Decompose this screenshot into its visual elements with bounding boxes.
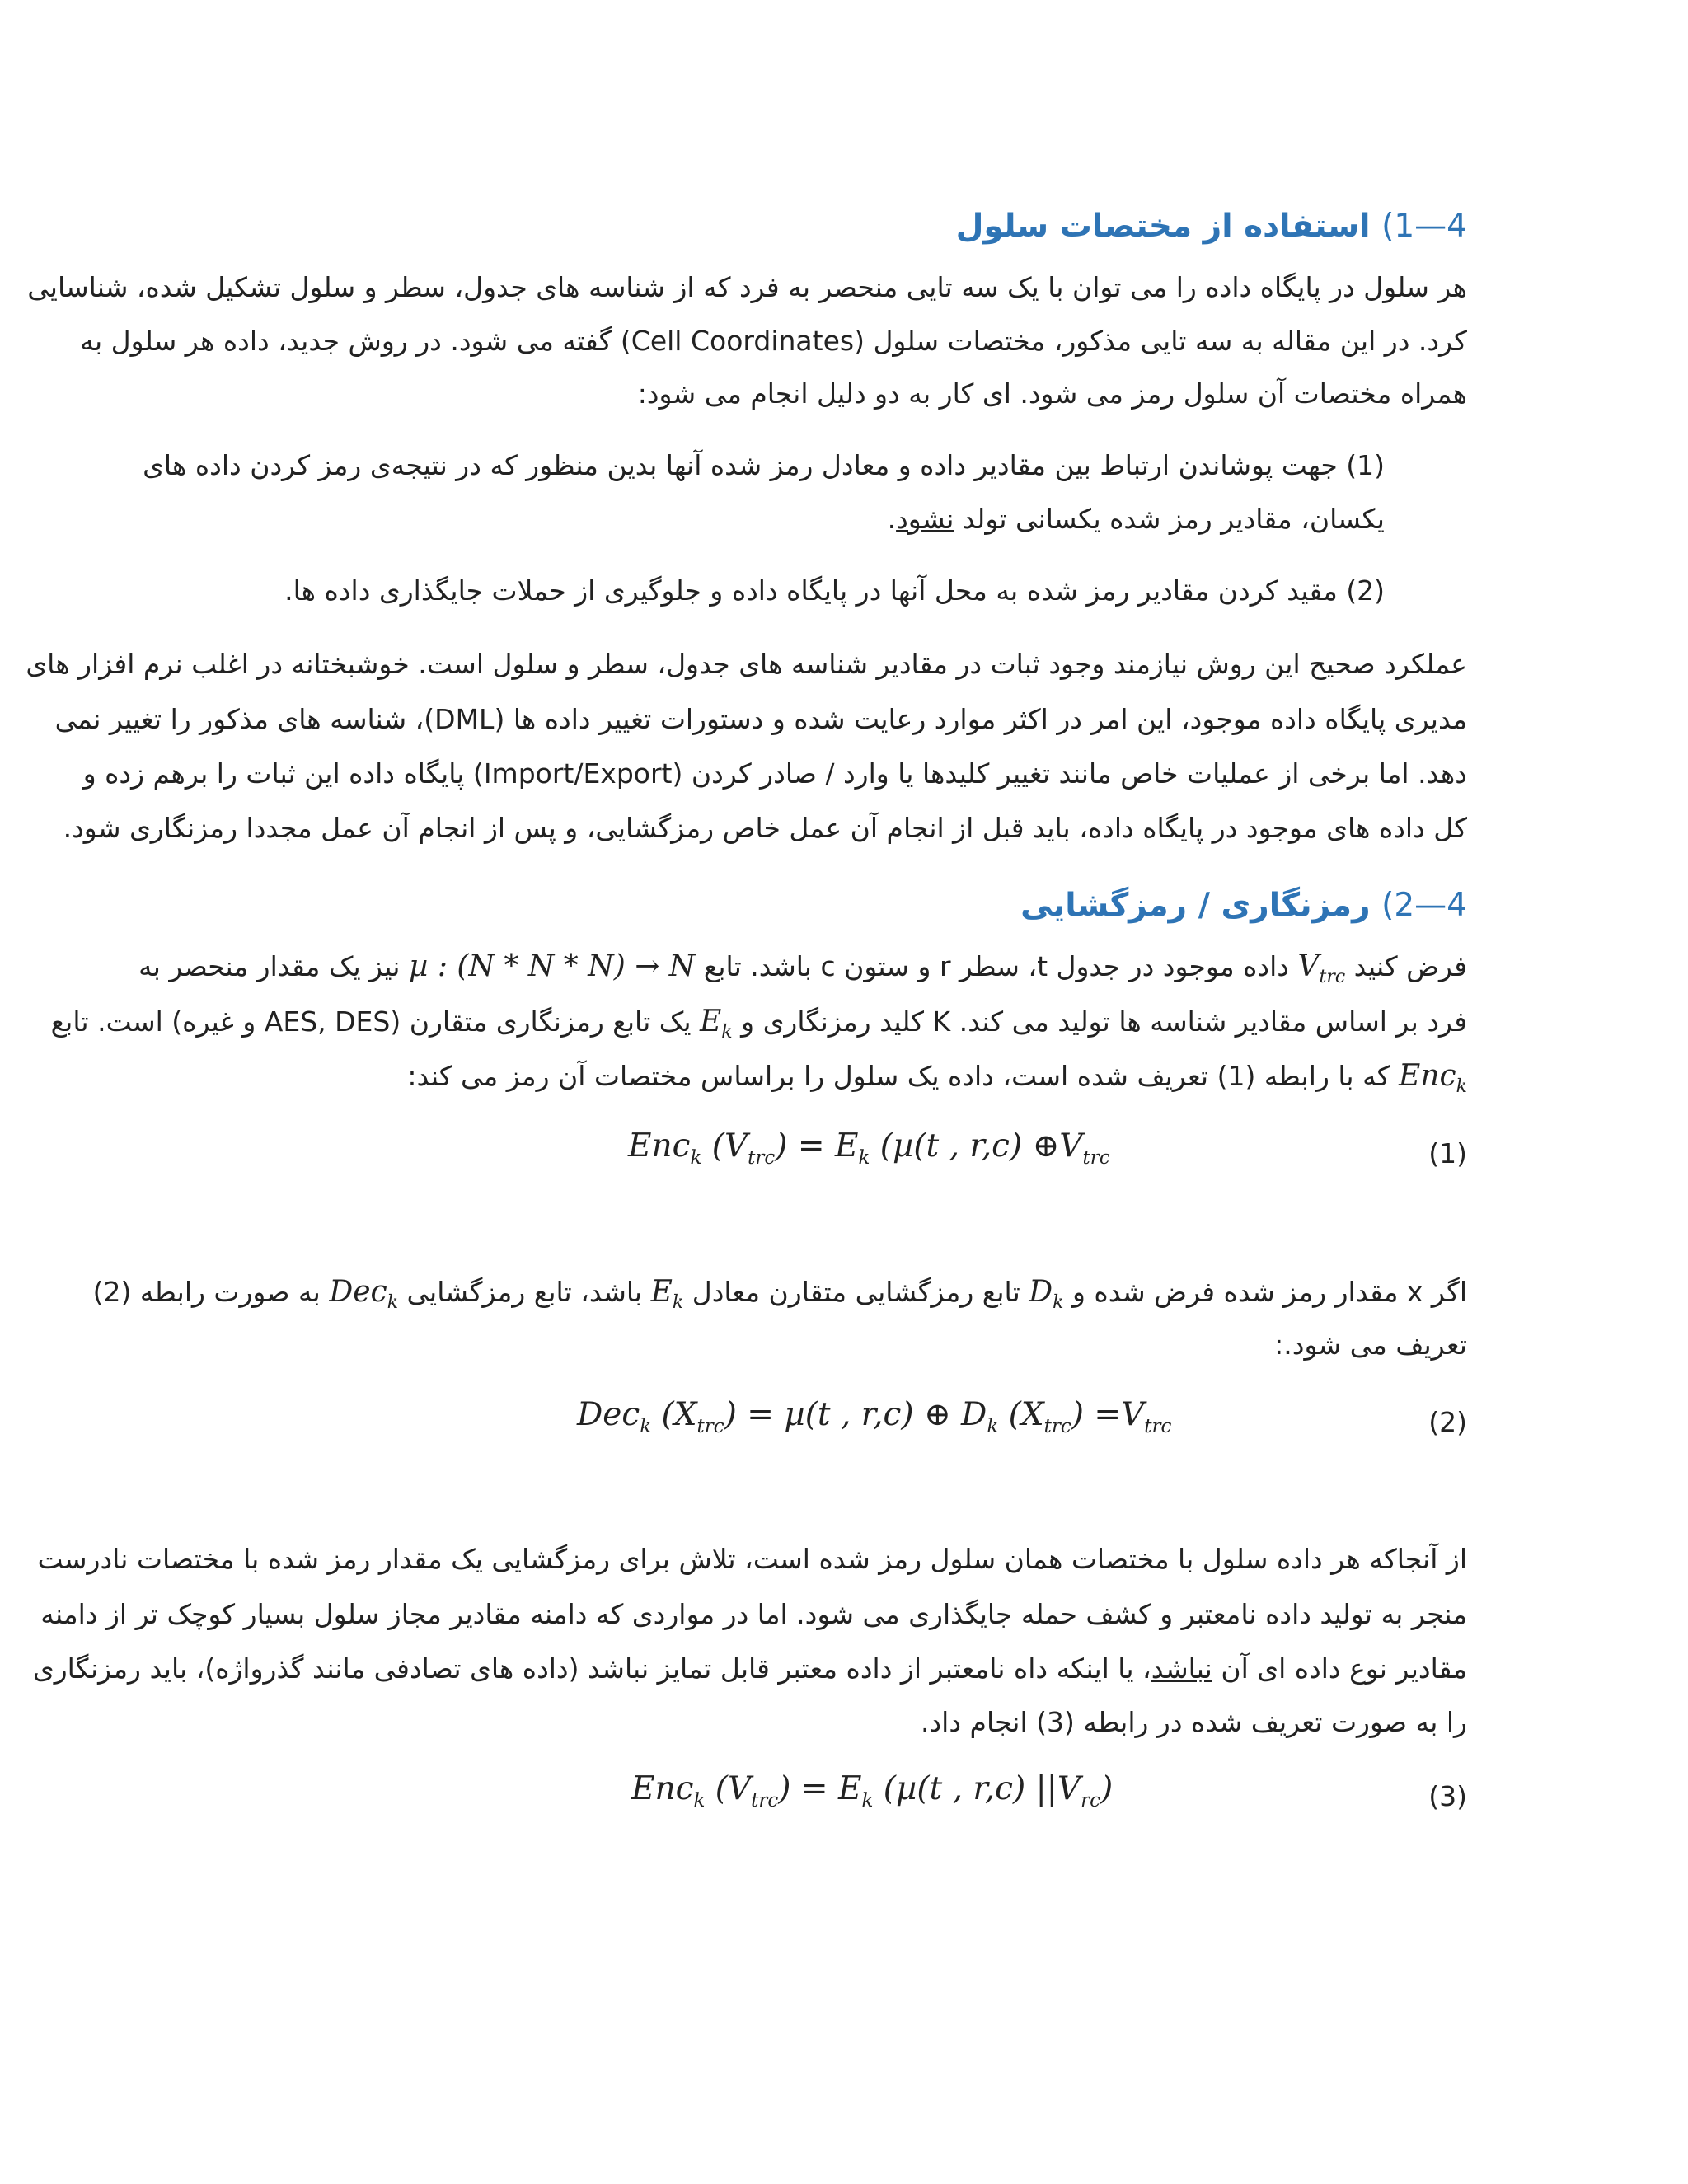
eq-part: Enc [628,1127,691,1165]
reason-item-2: (2) مقید کردن مقادیر رمز شده به محل آنها در پایگاه داده و جلوگیری از حملات جایگذاری داده ها. [284,574,1385,607]
reason-item-1: (1) جهت پوشاندن ارتباط بین مقادیر داده و معادل رمز شده آنها بدین منظور که در نتیجه‌ی رمز کردن داده های [143,449,1385,481]
paragraph-line: مدیری پایگاه داده موجود، این امر در اکثر موارد رعایت شده و دستورات تغییر داده ها (DML)، شناسه های مذکور را تغییر نمی [54,703,1467,735]
paragraph-line-with-math [50,1005,1467,1043]
section-title: استفاده از مختصات سلول [955,208,1371,245]
section-number: 4—2) [1381,887,1467,924]
math-subscript: k [672,1292,684,1314]
text-fragment: نیز یک مقدار منحصر به [138,950,401,982]
math-inline [1029,1275,1064,1314]
underlined-word: نباشد [1151,1652,1212,1685]
paragraph-line: منجر به تولید داده نامعتبر و کشف حمله جایگذاری می شود. اما در مواردی که دامنه مقادیر مجاز سلول بسیار کوچک تر از دامنه [40,1598,1467,1630]
section-number: 4—1) [1381,208,1467,245]
math-inline [700,1005,733,1043]
eq-subscript: trc [696,1415,724,1437]
text-fragment: ، یا اینکه داه نامعتبر از داده معتبر قابل تمایز نباشد (داده های تصادفی مانند گذرواژه)، باید رمزنگاری [32,1652,1151,1685]
eq-subscript: trc [751,1789,779,1811]
eq-subscript: k [640,1415,652,1437]
eq-part: (µ(t , r,c) ⊕V [870,1127,1083,1165]
math-symbol: V [1297,949,1320,983]
eq-subscript: trc [1082,1146,1110,1169]
eq-subscript: trc [1043,1415,1071,1437]
eq-part: ) [1100,1770,1114,1807]
eq-subscript: k [987,1415,999,1437]
paragraph-line: را به صورت تعریف شده در رابطه (3) انجام داد. [920,1706,1467,1738]
text-fragment: . [887,503,897,535]
math-inline [1297,949,1346,988]
paragraph-line: همراه مختصات آن سلول رمز می شود. ای کار به دو دلیل انجام می شود: [637,377,1467,410]
math-subscript: k [1456,1076,1467,1098]
eq-part: (X [651,1396,697,1433]
text-fragment: فرض کنید [1353,950,1467,982]
math-symbol: D [1029,1275,1053,1309]
eq-part: (V [701,1127,748,1165]
text-fragment: یکسان، مقادیر رمز شده یکسانی تولد [954,503,1385,535]
eq-part: ) = E [778,1770,862,1807]
paragraph-line-with-math [138,949,1467,988]
paragraph-line: عملکرد صحیح این روش نیازمند وجود ثبات در مقادیر شناسه های جدول، سطر و سلول است. خوشبختانه در اغلب نرم افزار های [26,648,1467,680]
math-symbol: E [650,1275,673,1309]
paragraph-line-with-math [181,1059,1467,1098]
text-fragment: اگر x مقدار رمز شده فرض شده و [1071,1276,1467,1308]
paragraph-line-with-math [92,1275,1467,1314]
text-fragment: فرد بر اساس مقادیر شناسه ها تولید می کند. K کلید رمزنگاری و [741,1005,1467,1038]
math-inline [329,1275,399,1314]
eq-part: ) = E [775,1127,859,1165]
text-fragment: یک تابع رمزنگاری متقارن (AES, DES و غیره) است. تابع [50,1005,692,1038]
equation-2 [577,1396,1171,1437]
math-subscript: k [721,1022,733,1043]
eq-subscript: k [693,1789,706,1811]
eq-subscript: k [861,1789,874,1811]
math-symbol: E [700,1005,722,1038]
equation-1 [628,1127,1110,1169]
math-subscript: trc [1319,967,1346,988]
eq-part: Dec [577,1396,640,1433]
paragraph-line: تعریف می شود.: [1274,1329,1467,1361]
paragraph-line: کل داده های موجود در پایگاه داده، باید قبل از انجام آن عمل خاص رمزگشایی، و پس از انجام آن عمل مجددا رمزنگاری شود. [63,812,1467,844]
paragraph-line: کرد. در این مقاله به سه تایی مذکور، مختصات سلول (Cell Coordinates) گفته می شود. در روش جدید، داده هر سلول به [80,325,1467,357]
text-fragment: مقادیر نوع داده ای آن [1212,1652,1467,1685]
underlined-word: نشود [896,503,954,535]
math-symbol: Dec [329,1275,387,1309]
math-symbol: Enc [1399,1059,1456,1093]
eq-subscript: trc [1144,1415,1172,1437]
eq-subscript: trc [748,1146,776,1169]
text-fragment: باشد، تابع رمزگشایی [406,1276,643,1308]
eq-part: (V [705,1770,752,1807]
paragraph-line: دهد. اما برخی از عملیات خاص مانند تغییر کلیدها یا وارد / صادر کردن (Import/Export) پایگاه داده این ثبات را برهم زده و [82,757,1467,790]
section-title: رمزنگاری / رمزگشایی [1020,887,1371,924]
eq-part: (X [998,1396,1044,1433]
equation-number-2: (2) [1428,1406,1467,1438]
equation-number-3: (3) [1428,1780,1467,1812]
equation-3 [631,1770,1113,1811]
eq-subscript: k [858,1146,870,1169]
math-subscript: k [1053,1292,1064,1314]
eq-subscript: k [690,1146,702,1169]
text-fragment: تابع رمزگشایی متقارن معادل [692,1276,1020,1308]
equation-number-1: (1) [1428,1137,1467,1169]
reason-item-1-cont [363,503,1385,535]
math-inline [650,1275,684,1314]
text-fragment: به صورت رابطه (2) [92,1276,321,1308]
text-fragment: داده موجود در جدول t، سطر r و ستون c باشد. تابع [703,950,1289,982]
section-heading-1 [181,208,1467,245]
section-heading-2 [181,887,1467,924]
eq-subscript: rc [1081,1789,1100,1811]
math-subscript: k [387,1292,399,1314]
paragraph-line [32,1652,1467,1685]
math-inline [1399,1059,1467,1098]
eq-part: (µ(t , r,c) ||V [873,1770,1081,1807]
eq-part: ) = µ(t , r,c) ⊕ D [724,1396,987,1433]
eq-part: Enc [631,1770,694,1807]
text-fragment: که با رابطه (1) تعریف شده است، داده یک سلول را براساس مختصات آن رمز می کند: [407,1060,1390,1092]
paragraph-line: هر سلول در پایگاه داده را می توان با یک سه تایی منحصر به فرد که از شناسه های جدول، سطر و سلول تشکیل شده، شناسایی [27,271,1467,303]
paragraph-line: از آنجاکه هر داده سلول با مختصات همان سلول رمز شده است، تلاش برای رمزگشایی یک مقدار رمز شده با مختصات نادرست [37,1543,1467,1575]
eq-part: ) =V [1071,1396,1145,1433]
math-inline: µ : (N * N * N) → N [408,949,696,983]
